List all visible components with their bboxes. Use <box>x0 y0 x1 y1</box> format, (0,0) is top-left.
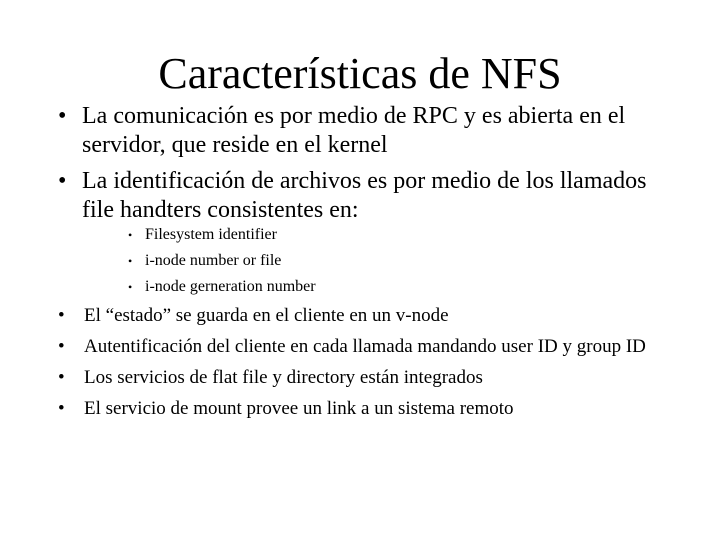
sub-bullet-list <box>0 225 720 303</box>
bullet-text: La identificación de archivos es por medio de los llamados file handters consistentes en: <box>82 168 647 223</box>
list-item <box>0 336 664 358</box>
bullet-text: El “estado” se guarda en el cliente en un v-node <box>84 305 449 326</box>
bullet-text: Autentificación del cliente en cada llamada mandando user ID y group ID <box>84 336 646 357</box>
bullet-icon: • <box>58 398 65 419</box>
list-item <box>0 102 662 160</box>
list-item <box>0 277 645 297</box>
secondary-bullet-list <box>0 305 720 429</box>
bullet-text: Los servicios de flat file y directory están integrados <box>84 367 483 388</box>
sub-bullet-text: Filesystem identifier <box>145 226 277 243</box>
sub-bullet-text: i-node number or file <box>145 252 282 269</box>
main-bullet-list <box>0 102 720 232</box>
list-item <box>0 305 664 327</box>
bullet-text: El servicio de mount provee un link a un sistema remoto <box>84 398 514 419</box>
bullet-text: La comunicación es por medio de RPC y es abierta en el servidor, que reside en el kernel <box>82 103 626 158</box>
list-item <box>0 251 645 271</box>
bullet-icon: • <box>58 305 65 326</box>
list-item <box>0 167 662 225</box>
sub-bullet-text: i-node gerneration number <box>145 278 316 295</box>
bullet-icon: • <box>58 103 67 129</box>
bullet-icon: • <box>58 336 65 357</box>
bullet-icon: • <box>128 228 133 242</box>
bullet-icon: • <box>58 367 65 388</box>
slide-title: Características de NFS <box>158 49 562 98</box>
bullet-icon: • <box>58 168 67 194</box>
list-item <box>0 367 664 389</box>
bullet-icon: • <box>128 280 133 294</box>
list-item <box>0 398 664 420</box>
bullet-icon: • <box>128 254 133 268</box>
list-item <box>0 225 645 245</box>
